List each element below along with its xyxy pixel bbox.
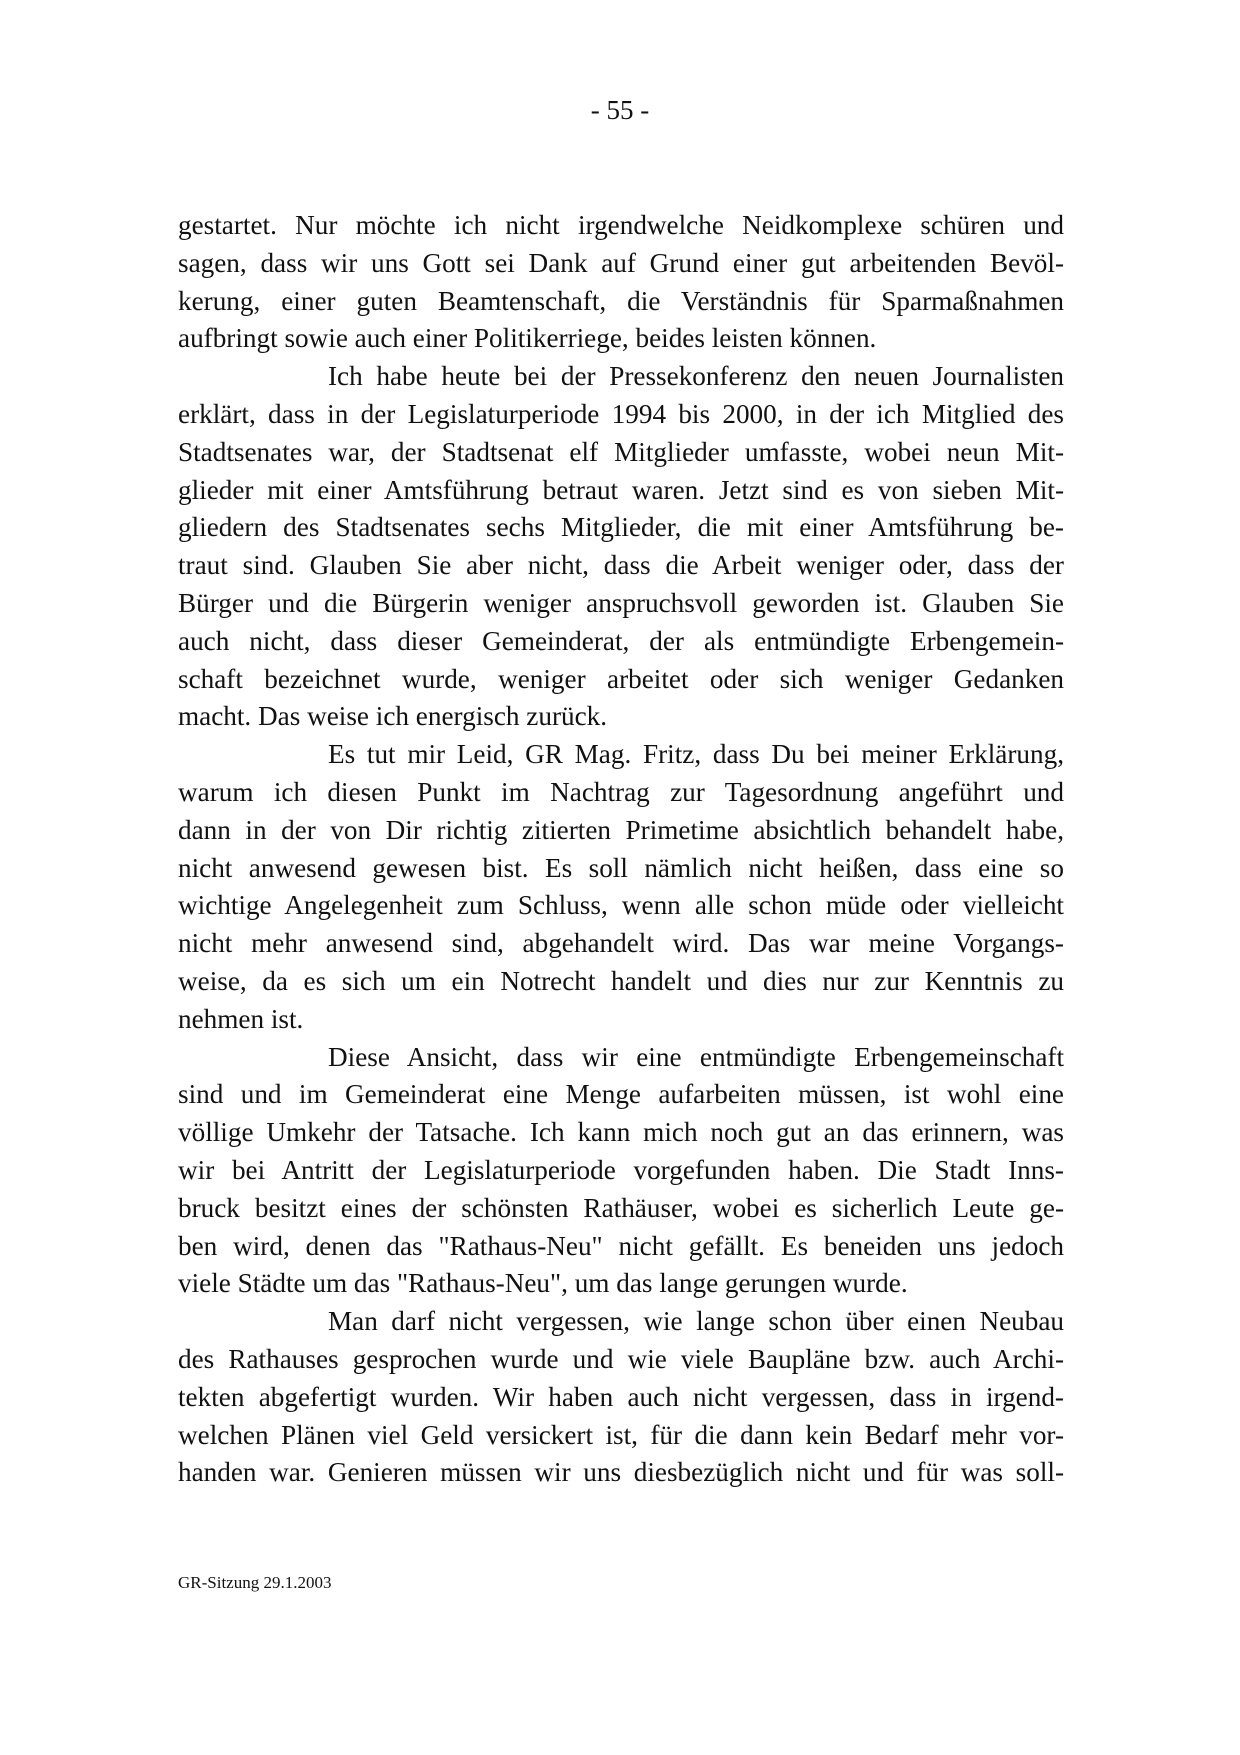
- text-line: tekten abgefertigt wurden. Wir haben auch nicht vergessen, dass in irgend-: [178, 1381, 1064, 1412]
- text-line: des Rathauses gesprochen wurde und wie viele Baupläne bzw. auch Archi-: [178, 1343, 1064, 1374]
- text-line: aufbringt sowie auch einer Politikerriege, beides leisten können.: [178, 323, 877, 354]
- text-line: auch nicht, dass dieser Gemeinderat, der als entmündigte Erbengemein-: [178, 625, 1064, 656]
- footer-session-label: GR-Sitzung 29.1.2003: [178, 1573, 332, 1592]
- text-line: warum ich diesen Punkt im Nachtrag zur Tagesordnung angeführt und: [178, 776, 1064, 807]
- text-line: gestartet. Nur möchte ich nicht irgendwelche Neidkomplexe schüren und: [178, 210, 1064, 240]
- text-line: sind und im Gemeinderat eine Menge aufarbeiten müssen, ist wohl eine: [178, 1079, 1064, 1110]
- text-line: wir bei Antritt der Legislaturperiode vorgefunden haben. Die Stadt Inns-: [178, 1154, 1064, 1185]
- paragraph-2: [178, 358, 1064, 736]
- text-line: Stadtsenates war, der Stadtsenat elf Mitglieder umfasste, wobei neun Mit-: [178, 436, 1064, 467]
- text-line: welchen Plänen viel Geld versickert ist, für die dann kein Bedarf mehr vor-: [178, 1419, 1064, 1450]
- text-line: erklärt, dass in der Legislaturperiode 1994 bis 2000, in der ich Mitglied des: [178, 398, 1064, 429]
- paragraph-3: [178, 736, 1064, 1038]
- text-line: schaft bezeichnet wurde, weniger arbeitet oder sich weniger Gedanken: [178, 663, 1064, 694]
- text-line: handen war. Genieren müssen wir uns diesbezüglich nicht und für was soll-: [178, 1457, 1064, 1488]
- text-line: viele Städte um das "Rathaus-Neu", um das lange gerungen wurde.: [178, 1268, 908, 1299]
- text-line: nicht mehr anwesend sind, abgehandelt wird. Das war meine Vorgangs-: [178, 928, 1064, 959]
- body-text: [178, 207, 1064, 1492]
- text-line: Man darf nicht vergessen, wie lange schon über einen Neubau: [328, 1306, 1064, 1337]
- text-line: macht. Das weise ich energisch zurück.: [178, 701, 608, 732]
- text-line: völlige Umkehr der Tatsache. Ich kann mich noch gut an das erinnern, was: [178, 1117, 1064, 1148]
- text-line: bruck besitzt eines der schönsten Rathäuser, wobei es sicherlich Leute ge-: [178, 1192, 1064, 1223]
- text-line: Ich habe heute bei der Pressekonferenz den neuen Journalisten: [328, 361, 1064, 392]
- text-line: nehmen ist.: [178, 1003, 304, 1034]
- text-line: traut sind. Glauben Sie aber nicht, dass die Arbeit weniger oder, dass der: [178, 550, 1064, 581]
- text-line: glieder mit einer Amtsführung betraut waren. Jetzt sind es von sieben Mit-: [178, 474, 1064, 505]
- text-line: wichtige Angelegenheit zum Schluss, wenn alle schon müde oder vielleicht: [178, 890, 1064, 921]
- text-line: ben wird, denen das "Rathaus-Neu" nicht gefällt. Es beneiden uns jedoch: [178, 1230, 1064, 1261]
- paragraph-1: [178, 207, 1064, 358]
- page-number: - 55 -: [590, 95, 650, 125]
- text-line: sagen, dass wir uns Gott sei Dank auf Grund einer gut arbeitenden Bevöl-: [178, 247, 1064, 278]
- text-line: weise, da es sich um ein Notrecht handelt und dies nur zur Kenntnis zu: [178, 965, 1064, 996]
- text-line: dann in der von Dir richtig zitierten Primetime absichtlich behandelt habe,: [178, 814, 1064, 845]
- text-line: kerung, einer guten Beamtenschaft, die Verständnis für Sparmaßnahmen: [178, 285, 1064, 316]
- text-line: Diese Ansicht, dass wir eine entmündigte Erbengemeinschaft: [328, 1041, 1064, 1072]
- text-line: Bürger und die Bürgerin weniger anspruchsvoll geworden ist. Glauben Sie: [178, 587, 1064, 618]
- text-line: Es tut mir Leid, GR Mag. Fritz, dass Du bei meiner Erklärung,: [328, 739, 1064, 770]
- paragraph-4: [178, 1039, 1064, 1304]
- text-line: gliedern des Stadtsenates sechs Mitglieder, die mit einer Amtsführung be-: [178, 512, 1064, 543]
- text-line: nicht anwesend gewesen bist. Es soll nämlich nicht heißen, dass eine so: [178, 852, 1064, 883]
- paragraph-5: [178, 1303, 1064, 1492]
